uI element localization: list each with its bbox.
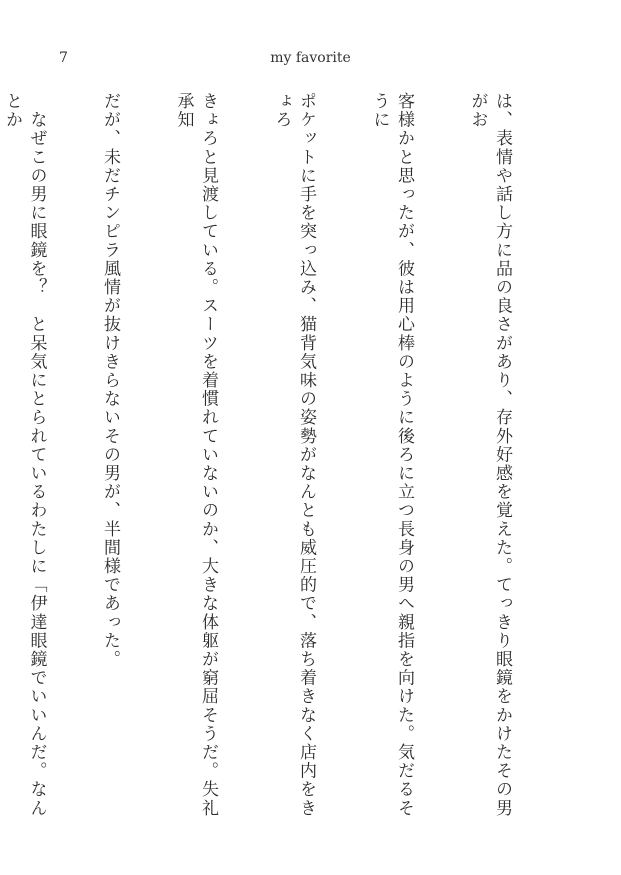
running-title: my favorite <box>270 50 351 66</box>
page-number: 7 <box>59 50 68 66</box>
text-line: 客様かと思ったが、彼は用心棒のように後ろに立つ長身の男へ親指を向けた。気だるそうに <box>369 92 414 818</box>
text-line: ポケットに手を突っ込み、猫背気味の姿勢がなんとも威圧的で、落ち着きなく店内をきょろ <box>271 92 316 818</box>
body-text <box>2 92 563 824</box>
text-line: は、表情や話し方に品の良さがあり、存外好感を覚えた。てっきり眼鏡をかけたその男がお <box>467 92 512 818</box>
text-line: なぜこの男に眼鏡を？ と呆気にとられているわたしに「伊達眼鏡でいいんだ。なんとか <box>2 92 47 818</box>
text-line: きょろと見渡している。スーツを着慣れていないのか、大きな体躯が窮屈そうだ。失礼承知 <box>173 92 218 818</box>
text-line: だが、未だチンピラ風情が抜けきらないその男が、半間様であった。 <box>100 92 120 669</box>
